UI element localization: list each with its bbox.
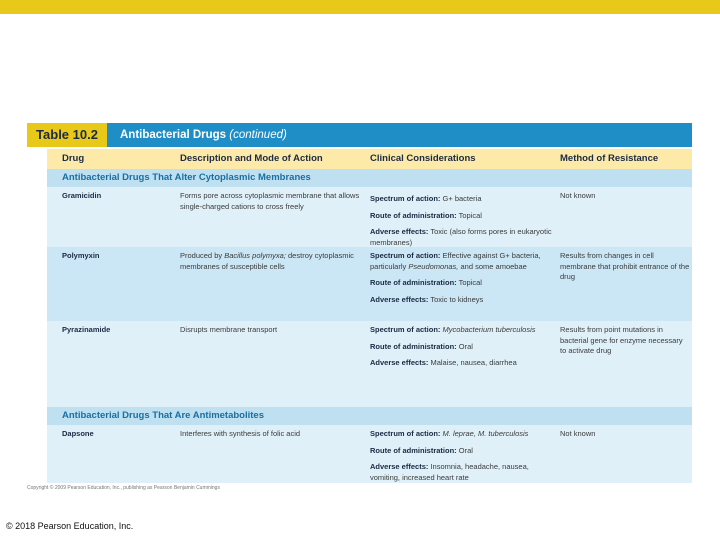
adverse-value: Toxic (also forms pores in eukaryotic membranes) [370,227,552,247]
adverse-label: Adverse effects: [370,358,429,367]
spectrum-line [370,325,556,336]
adverse-label: Adverse effects: [370,294,429,304]
clinical-considerations [370,325,556,375]
route-line [370,446,556,457]
table-row [47,425,692,483]
description: Forms pore across cytoplasmic membrane that allows single-charged cations to cross freely [180,191,360,211]
column-header-drug: Drug [62,153,85,164]
route-value: Topical [458,210,482,220]
description-organism: Bacillus polymyxa; [224,251,286,260]
column-header-row [47,149,692,169]
adverse-line [370,295,556,306]
spectrum-label: Spectrum of action: [370,325,441,334]
table-row [47,187,692,247]
spectrum-label: Spectrum of action: [370,251,441,260]
table-title [120,123,287,147]
resistance: Not known [560,191,596,200]
spectrum-line [370,251,556,272]
resistance: Not known [560,429,596,438]
drug-name: Dapsone [62,429,94,438]
spectrum-value: G+ bacteria [442,194,482,203]
spectrum-organism: M. tuberculosis [477,429,529,438]
drug-name: Gramicidin [62,191,102,200]
spectrum-organism: M. leprae, [442,429,476,438]
spectrum-organism: Mycobacterium tuberculosis [442,325,536,334]
spectrum-label: Spectrum of action: [370,194,441,203]
table-title-text: Antibacterial Drugs [120,129,227,141]
description: Interferes with synthesis of folic acid [180,429,301,438]
clinical-considerations [370,251,556,311]
route-label: Route of administration: [370,210,457,220]
section-header [47,407,692,425]
adverse-value: Toxic to kidneys [430,294,484,304]
route-label: Route of administration: [370,278,457,287]
description: Disrupts membrane transport [180,325,278,334]
spectrum-line [370,194,556,205]
adverse-line [370,227,556,248]
resistance: Results from changes in cell membrane that prohibit entrance of the drug [560,251,690,281]
adverse-line [370,462,556,483]
drug-table [27,123,692,491]
route-line [370,342,556,353]
table-footnote: Copyright © 2009 Pearson Education, Inc., publishing as Pearson Benjamin Cummings [27,485,220,491]
adverse-value: Malaise, nausea, diarrhea [430,358,517,367]
adverse-label: Adverse effects: [370,462,429,471]
slide-copyright: © 2018 Pearson Education, Inc. [6,521,134,531]
route-label: Route of administration: [370,445,457,455]
route-label: Route of administration: [370,341,457,351]
section-title: Antibacterial Drugs That Are Antimetabolites [62,410,264,421]
route-value: Oral [458,445,473,455]
adverse-value: Insomnia, headache, nausea, vomiting, increased heart rate [370,462,529,482]
drug-name: Polymyxin [62,251,100,260]
spectrum-line [370,429,556,440]
drug-name: Pyrazinamide [62,325,111,334]
route-value: Oral [458,341,473,351]
route-value: Topical [458,278,482,287]
table-row [47,247,692,321]
clinical-considerations [370,429,556,489]
column-header-clinical: Clinical Considerations [370,153,476,164]
spectrum-pre: Effective against G+ bacteria, particularly [370,251,541,271]
clinical-considerations [370,194,556,254]
section-title: Antibacterial Drugs That Alter Cytoplasmic Membranes [62,172,311,183]
table-body [47,149,692,483]
section-header [47,169,692,187]
description [180,251,362,272]
spectrum-organism: Pseudomonas, [408,261,459,271]
resistance: Results from point mutations in bacterial gene for enzyme necessary to activate drug [560,325,683,355]
route-line [370,211,556,222]
table-row [47,321,692,383]
top-accent-bar [0,0,720,14]
table-label: Table 10.2 [27,123,107,147]
spectrum-label: Spectrum of action: [370,429,441,438]
description-post: destroy cytoplasmic membranes of susceptible cells [180,251,354,271]
spectrum-post: and some amoebae [460,261,527,271]
column-header-description: Description and Mode of Action [180,153,323,164]
adverse-label: Adverse effects: [370,227,429,236]
table-title-bar [27,123,692,147]
column-header-resistance: Method of Resistance [560,153,659,164]
table-title-note: (continued) [229,129,287,141]
adverse-line [370,358,556,369]
route-line [370,278,556,289]
description-pre: Produced by [180,251,223,260]
